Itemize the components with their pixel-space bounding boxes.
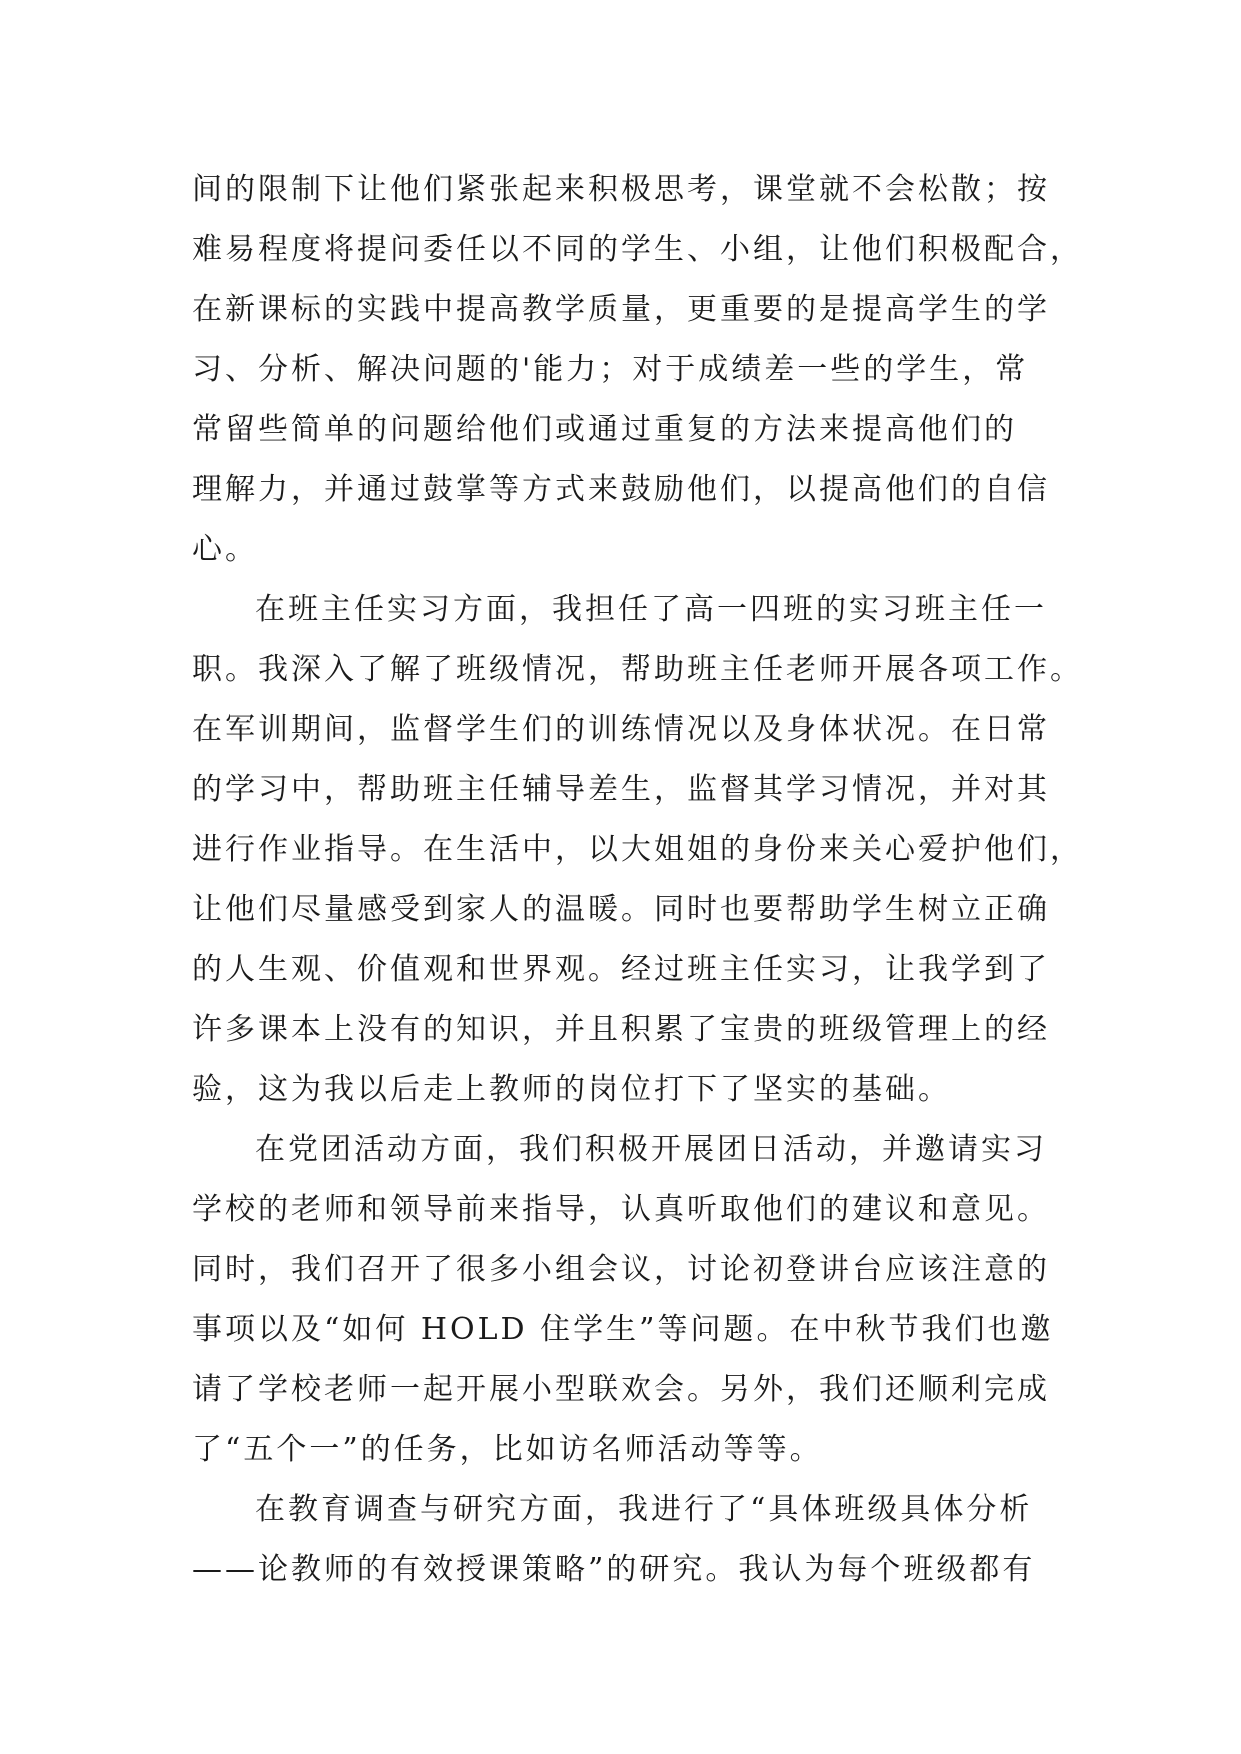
text-line: 许多课本上没有的知识，并且积累了宝贵的班级管理上的经: [192, 1012, 1050, 1047]
text-line: 验，这为我以后走上教师的岗位打下了坚实的基础。: [192, 1072, 951, 1107]
text-line: 进行作业指导。在生活中，以大姐姐的身份来关心爱护他们，: [192, 832, 1083, 867]
text-line: 的学习中，帮助班主任辅导差生，监督其学习情况，并对其: [192, 772, 1050, 807]
text-line: 学校的老师和领导前来指导，认真听取他们的建议和意见。: [192, 1192, 1050, 1227]
text-line: 常留些简单的问题给他们或通过重复的方法来提高他们的: [192, 412, 1017, 447]
text-line: 同时，我们召开了很多小组会议，讨论初登讲台应该注意的: [192, 1252, 1050, 1287]
text-line: 难易程度将提问委任以不同的学生、小组，让他们积极配合，: [192, 232, 1083, 267]
text-line: 心。: [192, 532, 258, 567]
text-line: 事项以及“如何 HOLD 住学生”等问题。在中秋节我们也邀: [192, 1312, 1054, 1347]
text-line: ——论教师的有效授课策略”的研究。我认为每个班级都有: [192, 1552, 1036, 1587]
text-line: 间的限制下让他们紧张起来积极思考，课堂就不会松散；按: [192, 172, 1050, 207]
paragraph-first-line: 在教育调查与研究方面，我进行了“具体班级具体分析: [255, 1492, 1033, 1527]
text-line: 让他们尽量感受到家人的温暖。同时也要帮助学生树立正确: [192, 892, 1050, 927]
text-line: 职。我深入了解了班级情况，帮助班主任老师开展各项工作。: [192, 652, 1083, 687]
paragraph-first-line: 在班主任实习方面，我担任了高一四班的实习班主任一: [255, 592, 1047, 627]
paragraph-first-line: 在党团活动方面，我们积极开展团日活动，并邀请实习: [255, 1132, 1047, 1167]
text-line: 习、分析、解决问题的'能力；对于成绩差一些的学生，常: [192, 352, 1029, 387]
document-body: [192, 160, 1092, 1600]
text-line: 在新课标的实践中提高教学质量，更重要的是提高学生的学: [192, 292, 1050, 327]
text-line: 理解力，并通过鼓掌等方式来鼓励他们，以提高他们的自信: [192, 472, 1050, 507]
text-line: 请了学校老师一起开展小型联欢会。另外，我们还顺利完成: [192, 1372, 1050, 1407]
text-line: 在军训期间，监督学生们的训练情况以及身体状况。在日常: [192, 712, 1050, 747]
text-line: 的人生观、价值观和世界观。经过班主任实习，让我学到了: [192, 952, 1050, 987]
text-line: 了“五个一”的任务，比如访名师活动等等。: [192, 1432, 823, 1467]
